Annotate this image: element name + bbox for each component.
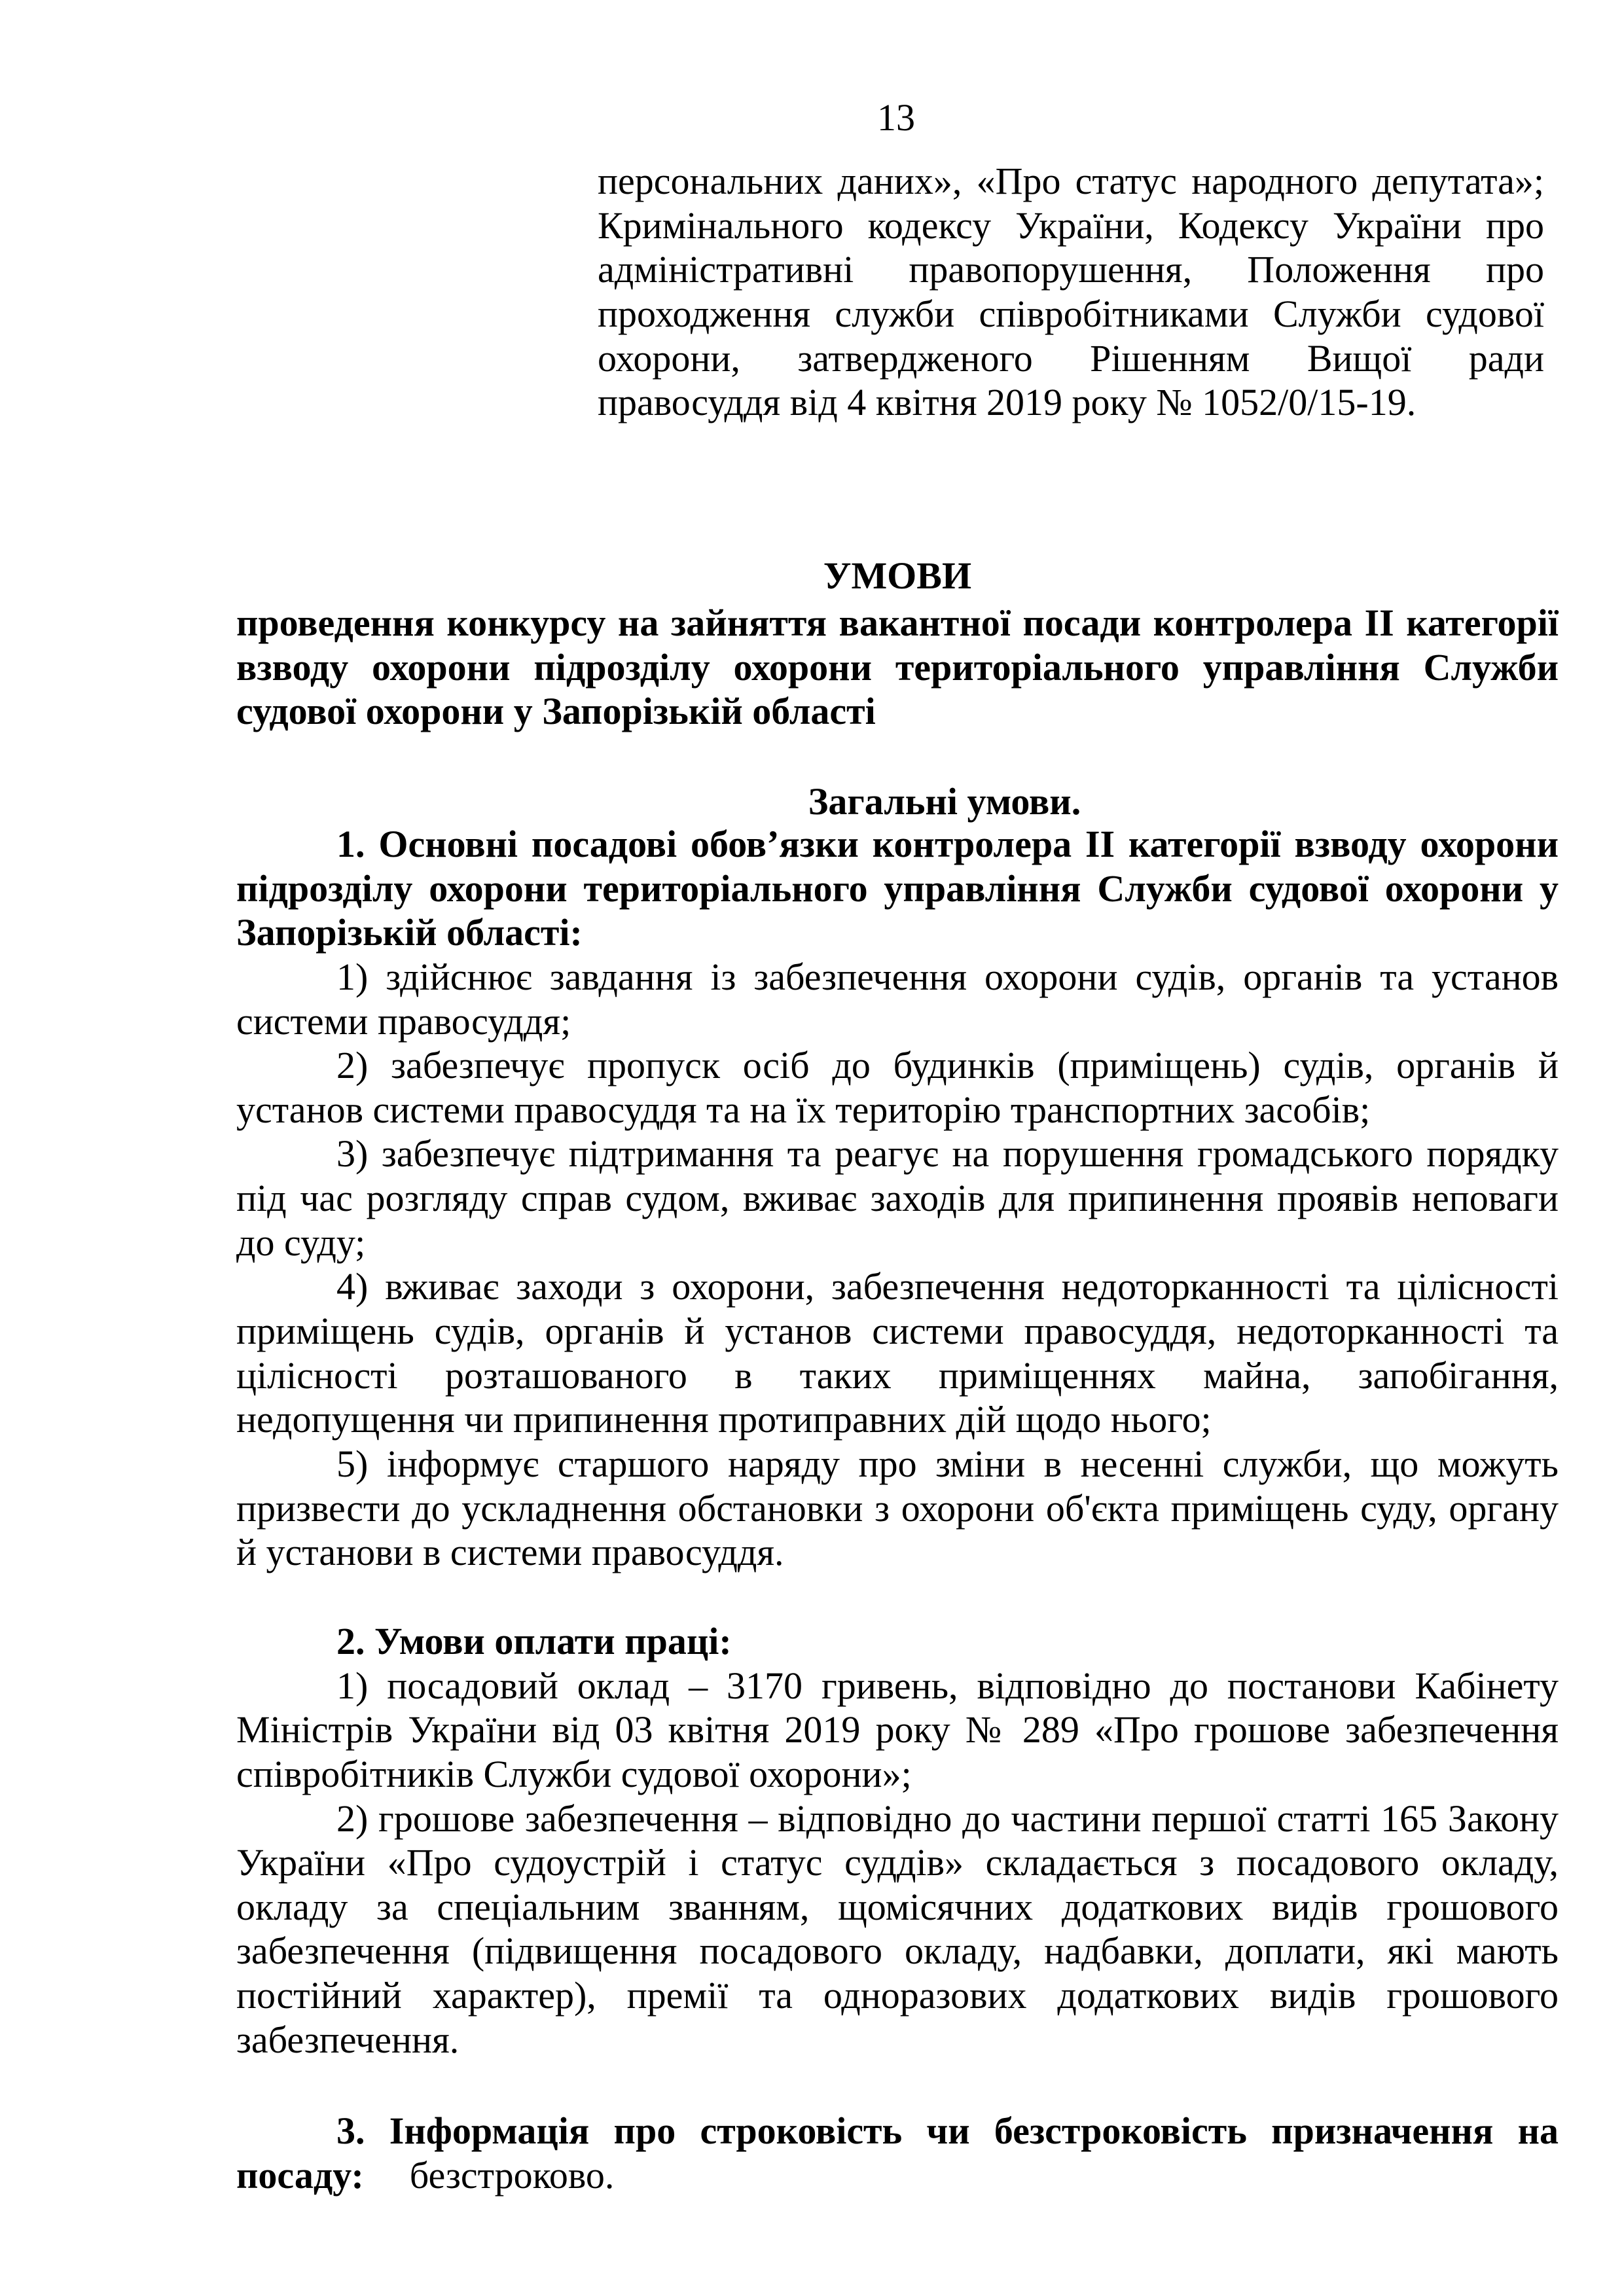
document-title bbox=[236, 554, 1559, 598]
section-1-duties bbox=[236, 822, 1559, 1575]
list-item-line: 2) грошове забезпечення – відповідно до частини першої статті 165 Закону bbox=[336, 1797, 1559, 1840]
term-value: безстроково. bbox=[409, 2153, 615, 2197]
list-item-line: 5) інформує старшого наряду про зміни в несенні служби, що можуть bbox=[336, 1442, 1559, 1485]
list-item-line: забезпечення (підвищення посадового окладу, надбавки, доплати, які мають bbox=[236, 1929, 1559, 1973]
subtitle-line: проведення конкурсу на зайняття вакантної посади контролера II категорії bbox=[236, 601, 1559, 644]
general-conditions-heading bbox=[236, 780, 1624, 824]
subtitle-line: судової охорони у Запорізькій області bbox=[236, 690, 876, 733]
heading-text: посаду: bbox=[236, 2153, 364, 2197]
subtitle-line: взводу охорони підрозділу охорони територіального управління Служби bbox=[236, 645, 1559, 689]
section-heading-line: 2. Умови оплати праці: bbox=[336, 1620, 732, 1662]
text-line: проходження служби співробітниками Служби судової bbox=[598, 292, 1544, 335]
list-item-line: 1) посадовий оклад – 3170 гривень, відповідно до постанови Кабінету bbox=[336, 1664, 1559, 1707]
list-item-line: 4) вживає заходи з охорони, забезпечення недоторканності та цілісності bbox=[336, 1265, 1559, 1308]
list-item-line: приміщень судів, органів й установ системи правосуддя, недоторканності та bbox=[236, 1310, 1559, 1353]
list-item-line: забезпечення. bbox=[236, 2018, 460, 2061]
list-item-line: установ системи правосуддя та на їх територію транспортних засобів; bbox=[236, 1088, 1371, 1131]
list-item-line: й установи в системи правосуддя. bbox=[236, 1531, 784, 1574]
list-item-line: цілісності розташованого в таких приміщеннях майна, запобігання, bbox=[236, 1354, 1559, 1397]
section-heading-line: Запорізькій області: bbox=[236, 911, 583, 954]
list-item-line: окладу за спеціальним званням, щомісячних додаткових видів грошового bbox=[236, 1885, 1559, 1928]
section-3-term bbox=[236, 2109, 1559, 2197]
section-heading-line: 3. Інформація про строковість чи безстроковість призначення на bbox=[336, 2109, 1559, 2152]
list-item-line: України «Про судоустрій і статус суддів» складається з посадового окладу, bbox=[236, 1841, 1559, 1884]
text-line: адміністративні правопорушення, Положення про bbox=[598, 248, 1544, 291]
section-heading-line: 1. Основні посадові обов’язки контролера II категорії взводу охорони bbox=[336, 823, 1559, 865]
list-item-line: 2) забезпечує пропуск осіб до будинків (приміщень) судів, органів й bbox=[336, 1044, 1559, 1087]
list-item-line: системи правосуддя; bbox=[236, 999, 571, 1043]
text-line: правосуддя від 4 квітня 2019 року № 1052/0/15-19. bbox=[598, 381, 1416, 424]
list-item-line: 1) здійснює завдання із забезпечення охорони судів, органів та установ bbox=[336, 955, 1559, 998]
heading-text: Загальні умови. bbox=[808, 780, 1081, 823]
list-item-line: недопущення чи припинення протиправних дій щодо нього; bbox=[236, 1398, 1212, 1441]
list-item-line: під час розгляду справ судом, вживає заходів для припинення проявів неповаги bbox=[236, 1177, 1559, 1220]
text-line: персональних даних», «Про статус народного депутата»; bbox=[598, 160, 1544, 202]
list-item-line: Міністрів України від 03 квітня 2019 року № 289 «Про грошове забезпечення bbox=[236, 1708, 1559, 1751]
list-item-line: 3) забезпечує підтримання та реагує на порушення громадського порядку bbox=[336, 1132, 1559, 1175]
list-item-line: призвести до ускладнення обстановки з охорони об'єкта приміщень суду, органу bbox=[236, 1486, 1559, 1530]
list-item-line: співробітників Служби судової охорони»; bbox=[236, 1752, 912, 1795]
title-text: УМОВИ bbox=[823, 554, 972, 597]
document-subtitle bbox=[236, 601, 1559, 734]
section-2-pay bbox=[236, 1619, 1559, 2062]
list-item-line: постійний характер), премії та одноразових додаткових видів грошового bbox=[236, 1974, 1559, 2017]
section-heading-line bbox=[236, 2153, 1559, 2198]
list-item-line: до суду; bbox=[236, 1221, 366, 1264]
continuation-paragraph bbox=[598, 159, 1544, 425]
text-line: Кримінального кодексу України, Кодексу України про bbox=[598, 204, 1544, 247]
text-line: охорони, затвердженого Рішенням Вищої ради bbox=[598, 336, 1544, 380]
page-number: 13 bbox=[877, 96, 915, 139]
section-heading-line: підрозділу охорони територіального управління Служби судової охорони у bbox=[236, 867, 1559, 910]
